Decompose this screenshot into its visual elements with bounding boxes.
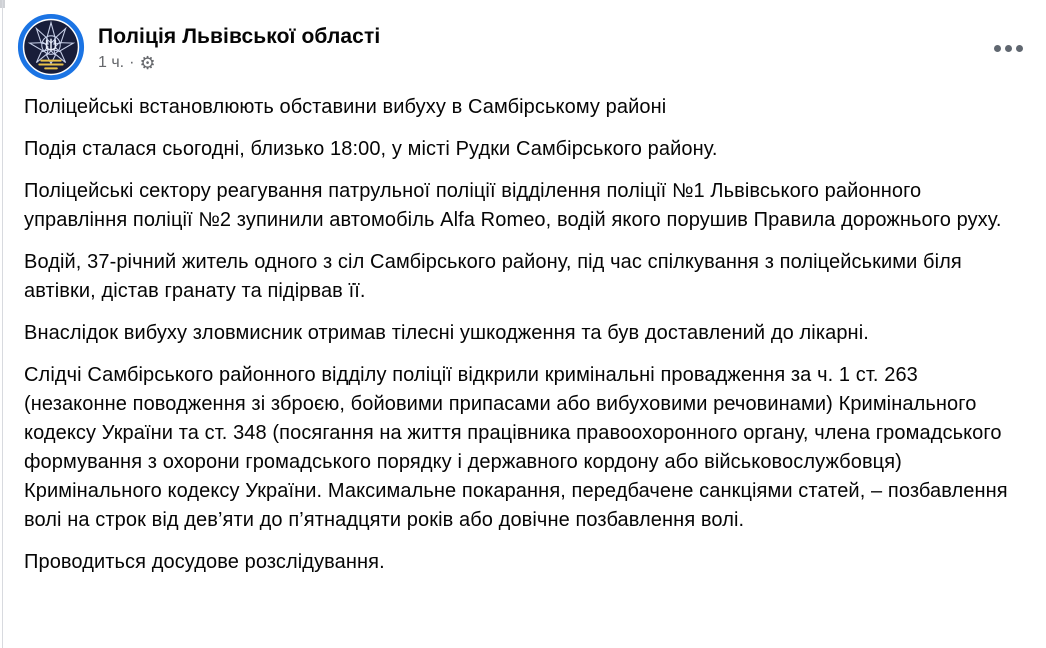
page-edge-divider [2, 0, 3, 648]
avatar[interactable] [16, 12, 86, 82]
more-options-dot [994, 45, 1001, 52]
page-title[interactable]: Поліція Львівської області [98, 25, 381, 48]
post-body [24, 93, 1022, 577]
post-paragraph: Проводиться досудове розслідування. [24, 551, 385, 573]
post-paragraph: Водій, 37-річний житель одного з сіл Самбірського району, під час спілкування з поліцейськими біля автівки, дістав гранату та підірвав її. [24, 251, 962, 302]
post-paragraph: Подія сталася сьогодні, близько 18:00, у місті Рудки Самбірського району. [24, 138, 718, 160]
post-meta-row [98, 53, 380, 73]
timestamp[interactable]: 1 ч. [98, 54, 125, 71]
post-paragraph: Поліцейські сектору реагування патрульної поліції відділення поліції №1 Львівського районного управління поліції №2 зупинили автомобіль Alfa Romeo, водій якого порушив Правила дорожнього руху. [24, 180, 1002, 231]
post-header [16, 12, 1030, 86]
more-options-dot [1005, 45, 1012, 52]
meta-separator: · [129, 54, 135, 71]
police-badge-icon [16, 12, 86, 82]
post-paragraph: Слідчі Самбірського районного відділу поліції відкрили кримінальні провадження за ч. 1 ст. 263 (незаконне поводження зі зброєю, бойовими припасами або вибуховими речовинами) Кримінального кодексу України та ст. 348 (посягання на життя працівника правоохоронного органу, члена громадського формування з охорони громадського порядку і державного кордону або військовослужбовця) Кримінального кодексу України. Максимальне покарання, передбачене санкціями статей, – позбавлення волі на строк від дев’яти до п’ятнадцяти років або довічне позбавлення волі. [24, 364, 1008, 531]
header-meta [98, 12, 380, 73]
post-paragraph: Поліцейські встановлюють обставини вибуху в Самбірському районі [24, 96, 667, 118]
more-options-dot [1016, 45, 1023, 52]
more-options-button[interactable] [988, 28, 1028, 68]
gear-icon: ⚙ [139, 53, 156, 73]
post-paragraph: Внаслідок вибуху зловмисник отримав тілесні ушкодження та був доставлений до лікарні. [24, 322, 869, 344]
